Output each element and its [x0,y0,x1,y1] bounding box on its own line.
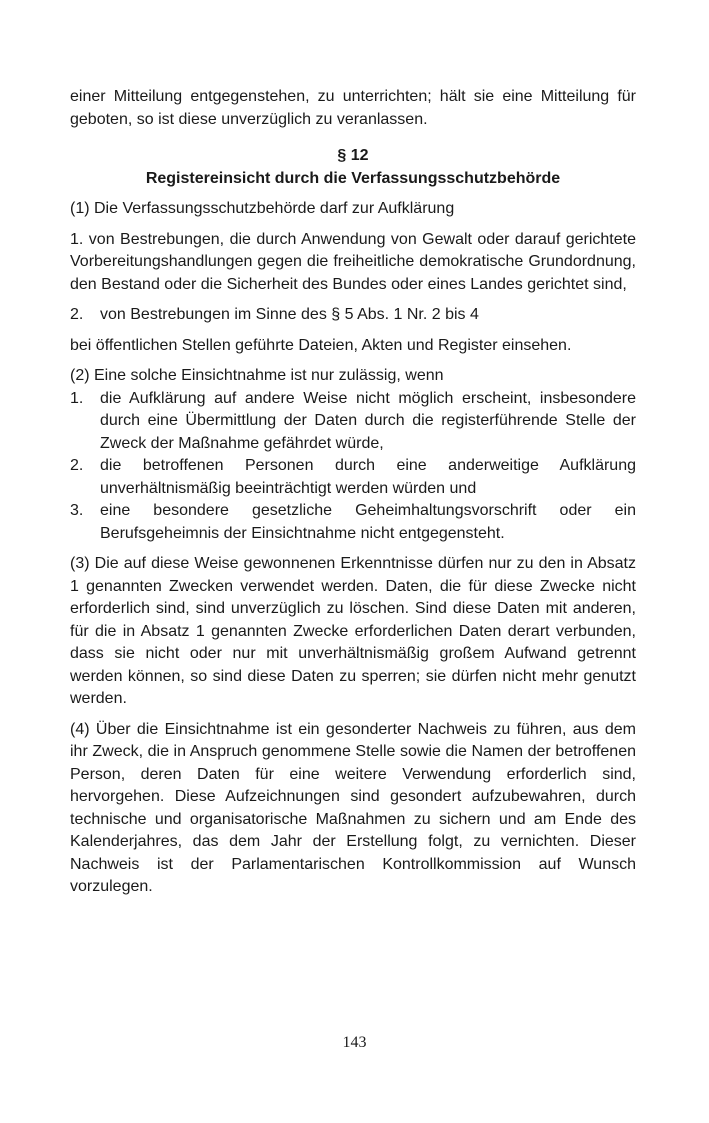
paragraph-1-item-1: 1. von Bestrebungen, die durch Anwendung von Gewalt oder darauf gerichtete Vorbereitungshandlungen gegen die freiheitliche demokratische Grundordnung, den Bestand oder die Sicherheit des Bundes oder eines Landes gerichtet sind, [70,230,636,293]
item-number: 2. [70,457,84,474]
section-title: Registereinsicht durch die Verfassungsschutzbehörde [145,169,561,187]
list-item [70,388,636,456]
item-number: 1. [70,389,84,407]
paragraph-3: (3) Die auf diese Weise gewonnenen Erkenntnisse dürfen nur zu den in Absatz 1 genannten Zwecken verwendet werden. Daten, die für diese Zwecke nicht erforderlich sind, sind unverzüglich zu löschen. Sind diese Daten mit anderen, für die in Absatz 1 genannten Zwecke erforderlichen Daten derart verbunden, dass sie nicht oder nur mit unverhältnismäßig großem Aufwand getrennt werden können, so sind diese Daten zu sperren; sie dürfen nicht mehr genutzt werden. [70,555,636,707]
section-heading [70,145,636,190]
paragraph-1-closing: bei öffentlichen Stellen geführte Dateien, Akten und Register einsehen. [70,336,572,354]
section-number: § 12 [337,147,369,164]
item-number: 3. [70,502,84,519]
item-text: die Aufklärung auf andere Weise nicht möglich erscheint, insbesondere durch eine Übermittlung der Daten durch die registerführende Stelle der Zweck der Maßnahme gefährdet würde, [100,389,636,452]
page-number: 143 [342,1034,367,1051]
item-text: eine besondere gesetzliche Geheimhaltungsvorschrift oder ein Berufsgeheimnis der Einsichtnahme nicht entgegensteht. [100,502,636,542]
item-text: von Bestrebungen im Sinne des § 5 Abs. 1 Nr. 2 bis 4 [100,306,479,323]
paragraph-1-lead: (1) Die Verfassungsschutzbehörde darf zur Aufklärung [70,200,455,217]
paragraph-4: (4) Über die Einsichtnahme ist ein gesonderter Nachweis zu führen, aus dem ihr Zweck, die in Anspruch genommene Stelle sowie die Namen der betroffenen Person, deren Daten für eine weitere Verwendung erforderlich sind, hervorgehen. Diese Aufzeichnungen sind gesondert aufzubewahren, durch technische und organisatorische Maßnahmen zu sichern und am Ende des Kalenderjahres, das dem Jahr der Erstellung folgt, zu vernichten. Dieser Nachweis ist der Parlamentarischen Kontrollkommission auf Wunsch vorzulegen. [70,720,636,895]
item-number: 2. [70,306,84,323]
intro-paragraph: einer Mitteilung entgegenstehen, zu unterrichten; hält sie eine Mitteilung für geboten, so ist diese unverzüglich zu veranlassen. [70,88,636,128]
page-content [70,86,636,899]
paragraph-1-item-2 [70,304,636,327]
paragraph-2-list [70,388,636,546]
list-item [70,500,636,545]
item-text: die betroffenen Personen durch eine anderweitige Aufklärung unverhältnismäßig beeinträchtigt werden würden und [100,457,636,497]
paragraph-2-lead: (2) Eine solche Einsichtnahme ist nur zulässig, wenn [70,367,444,384]
list-item [70,455,636,500]
